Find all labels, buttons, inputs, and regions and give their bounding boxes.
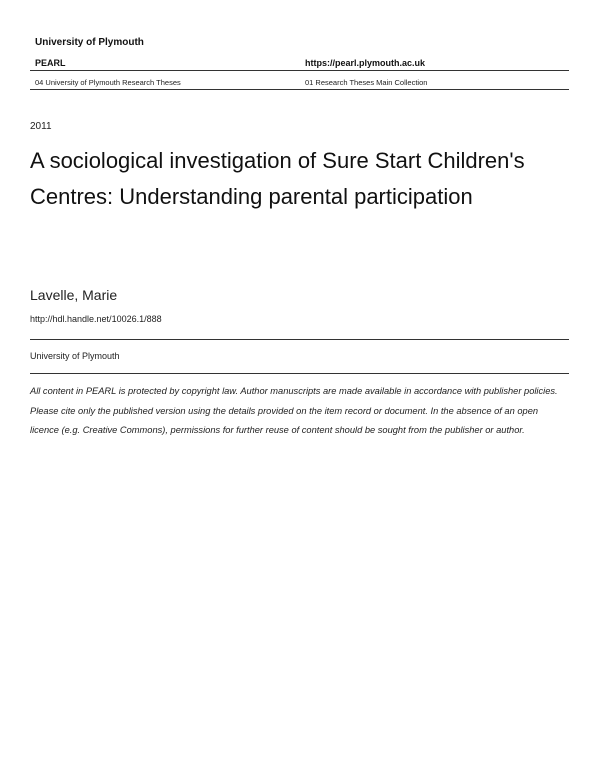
header-divider-top xyxy=(30,70,569,71)
collection-right: 01 Research Theses Main Collection xyxy=(305,78,428,87)
repository-name: PEARL xyxy=(35,58,66,68)
copyright-notice: All content in PEARL is protected by copyright law. Author manuscripts are made available in accordance with publisher policies. Please cite only the published version using the details provided on the item record or document. In the absence of an open licence (e.g. Creative Commons), permissions for further reuse of content should be sought from the publisher or author. xyxy=(30,386,558,435)
document-title: A sociological investigation of Sure Start Children's Centres: Understanding parental participation xyxy=(30,148,525,209)
record-divider-top xyxy=(30,339,569,340)
author-name: Lavelle, Marie xyxy=(30,287,118,303)
university-name: University of Plymouth xyxy=(35,37,144,48)
collection-left: 04 University of Plymouth Research Theses xyxy=(35,78,181,87)
handle-link[interactable]: http://hdl.handle.net/10026.1/888 xyxy=(30,314,162,324)
publication-year: 2011 xyxy=(30,121,52,132)
publisher-name: University of Plymouth xyxy=(30,351,120,361)
header-divider-bottom xyxy=(30,89,569,90)
repository-url[interactable]: https://pearl.plymouth.ac.uk xyxy=(305,58,426,68)
record-divider-bottom xyxy=(30,373,569,374)
